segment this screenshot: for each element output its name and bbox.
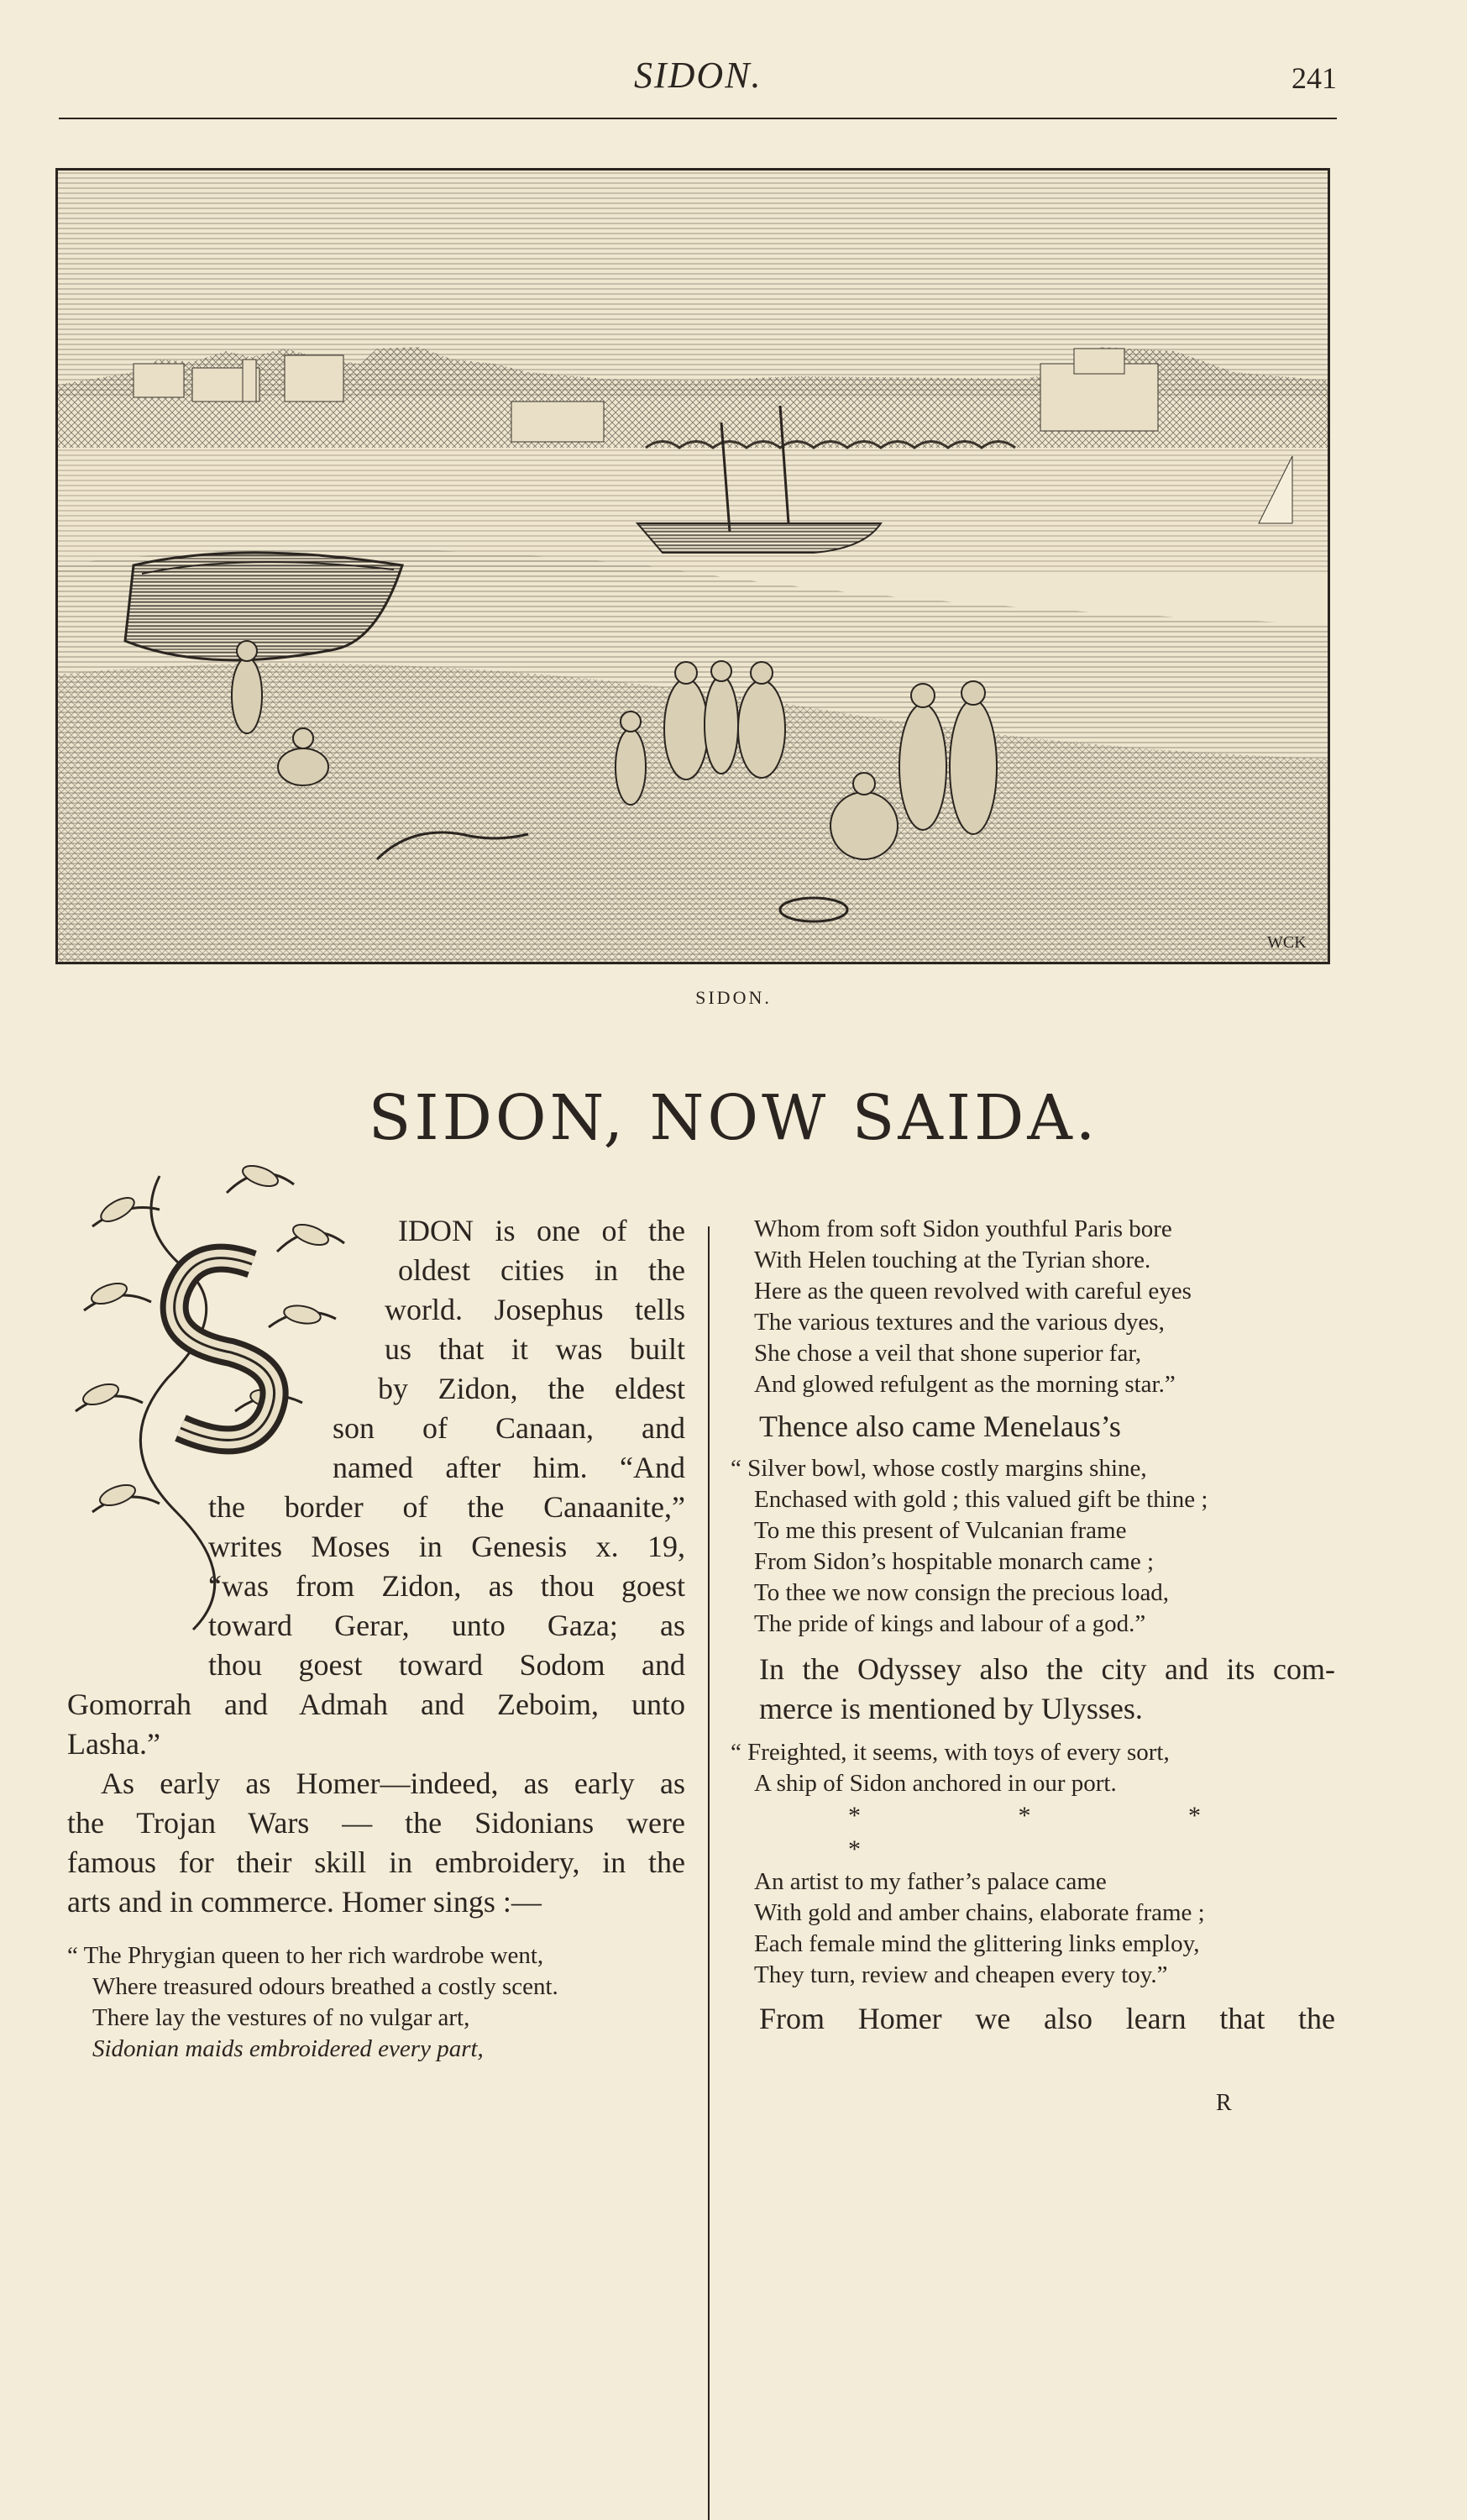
sidon-engraving bbox=[55, 168, 1330, 964]
verse-line: Here as the queen revolved with careful eyes bbox=[754, 1278, 1192, 1305]
verse-line: With Helen touching at the Tyrian shore. bbox=[754, 1247, 1151, 1273]
text-line: Gomorrah and Admah and Zeboim, unto bbox=[67, 1688, 685, 1721]
text-line: son of Canaan, and bbox=[333, 1411, 685, 1445]
verse-line: They turn, review and cheapen every toy.” bbox=[754, 1961, 1168, 1988]
verse-line: She chose a veil that shone superior far, bbox=[754, 1340, 1142, 1367]
verse-block-1 bbox=[731, 1214, 1335, 1400]
left-column bbox=[67, 1211, 685, 2065]
text-line: the border of the Canaanite,” bbox=[208, 1490, 685, 1524]
illustration-caption: SIDON. bbox=[695, 987, 772, 1008]
text-line: world. Josephus tells bbox=[385, 1293, 685, 1326]
text-line: arts and in commerce. Homer sings :— bbox=[67, 1885, 542, 1919]
verse-line: Sidonian maids embroidered every part, bbox=[92, 2035, 484, 2062]
verse-line: An artist to my father’s palace came bbox=[754, 1868, 1107, 1895]
verse-line: Enchased with gold ; this valued gift be thine ; bbox=[754, 1486, 1208, 1513]
text-line: toward Gerar, unto Gaza; as bbox=[208, 1609, 685, 1642]
text-line: merce is mentioned by Ulysses. bbox=[759, 1692, 1143, 1725]
text-line: Lasha.” bbox=[67, 1727, 160, 1761]
paragraph bbox=[731, 1999, 1335, 2039]
text-line: named after him. “And bbox=[333, 1451, 685, 1484]
verse-line: “ Silver bowl, whose costly margins shine, bbox=[731, 1455, 1147, 1482]
header-rule bbox=[59, 118, 1337, 119]
verse-block-2 bbox=[731, 1453, 1335, 1640]
text-line: by Zidon, the eldest bbox=[378, 1372, 685, 1405]
homer-quote bbox=[67, 1940, 685, 2065]
column-divider bbox=[708, 1226, 710, 2520]
verse-line: “ The Phrygian queen to her rich wardrobe went, bbox=[67, 1942, 544, 1969]
verse-line: From Sidon’s hospitable monarch came ; bbox=[754, 1548, 1155, 1575]
text-line: us that it was built bbox=[385, 1332, 685, 1366]
signature-mark: R bbox=[1216, 2090, 1232, 2116]
verse-line: “ Freighted, it seems, with toys of every sort, bbox=[731, 1739, 1170, 1766]
text-line: writes Moses in Genesis x. 19, bbox=[208, 1530, 685, 1563]
text-line: the Trojan Wars — the Sidonians were bbox=[67, 1806, 685, 1840]
text-line: thou goest toward Sodom and bbox=[208, 1648, 685, 1682]
verse-block-3 bbox=[731, 1737, 1335, 1799]
page-number: 241 bbox=[1291, 61, 1337, 95]
text-line: IDON is one of the bbox=[398, 1214, 685, 1247]
verse-line: There lay the vestures of no vulgar art, bbox=[92, 2004, 470, 2031]
verse-line: A ship of Sidon anchored in our port. bbox=[754, 1770, 1117, 1797]
verse-line: Each female mind the glittering links employ, bbox=[754, 1930, 1200, 1957]
verse-line: And glowed refulgent as the morning star.” bbox=[754, 1371, 1176, 1398]
verse-line: The pride of kings and labour of a god.” bbox=[754, 1610, 1146, 1637]
text-line: oldest cities in the bbox=[398, 1253, 685, 1287]
ellipsis-stars: * * * * bbox=[848, 1802, 1276, 1863]
engraver-mark: WCK bbox=[1267, 933, 1307, 952]
verse-line: To thee we now consign the precious load, bbox=[754, 1579, 1170, 1606]
text-line: In the Odyssey also the city and its com- bbox=[759, 1652, 1335, 1686]
text-line: From Homer we also learn that the bbox=[759, 2002, 1335, 2035]
verse-block-4 bbox=[731, 1866, 1335, 1991]
verse-line: Where treasured odours breathed a costly scent. bbox=[92, 1973, 558, 2000]
paragraph: Thence also came Menelaus’s bbox=[759, 1410, 1121, 1443]
verse-line: The various textures and the various dyes, bbox=[754, 1309, 1165, 1336]
running-head bbox=[0, 49, 1467, 99]
text-line: famous for their skill in embroidery, in the bbox=[67, 1845, 685, 1879]
verse-line: Whom from soft Sidon youthful Paris bore bbox=[754, 1215, 1172, 1242]
text-line: As early as Homer—indeed, as early as bbox=[101, 1767, 685, 1800]
running-head-title: SIDON. bbox=[634, 55, 762, 96]
page-title: SIDON, NOW SAIDA. bbox=[368, 1082, 1099, 1154]
text-line: “was from Zidon, as thou goest bbox=[208, 1569, 685, 1603]
right-column bbox=[731, 1214, 1335, 2039]
paragraph bbox=[731, 1650, 1335, 1729]
verse-line: To me this present of Vulcanian frame bbox=[754, 1517, 1127, 1544]
verse-line: With gold and amber chains, elaborate frame ; bbox=[754, 1899, 1205, 1926]
